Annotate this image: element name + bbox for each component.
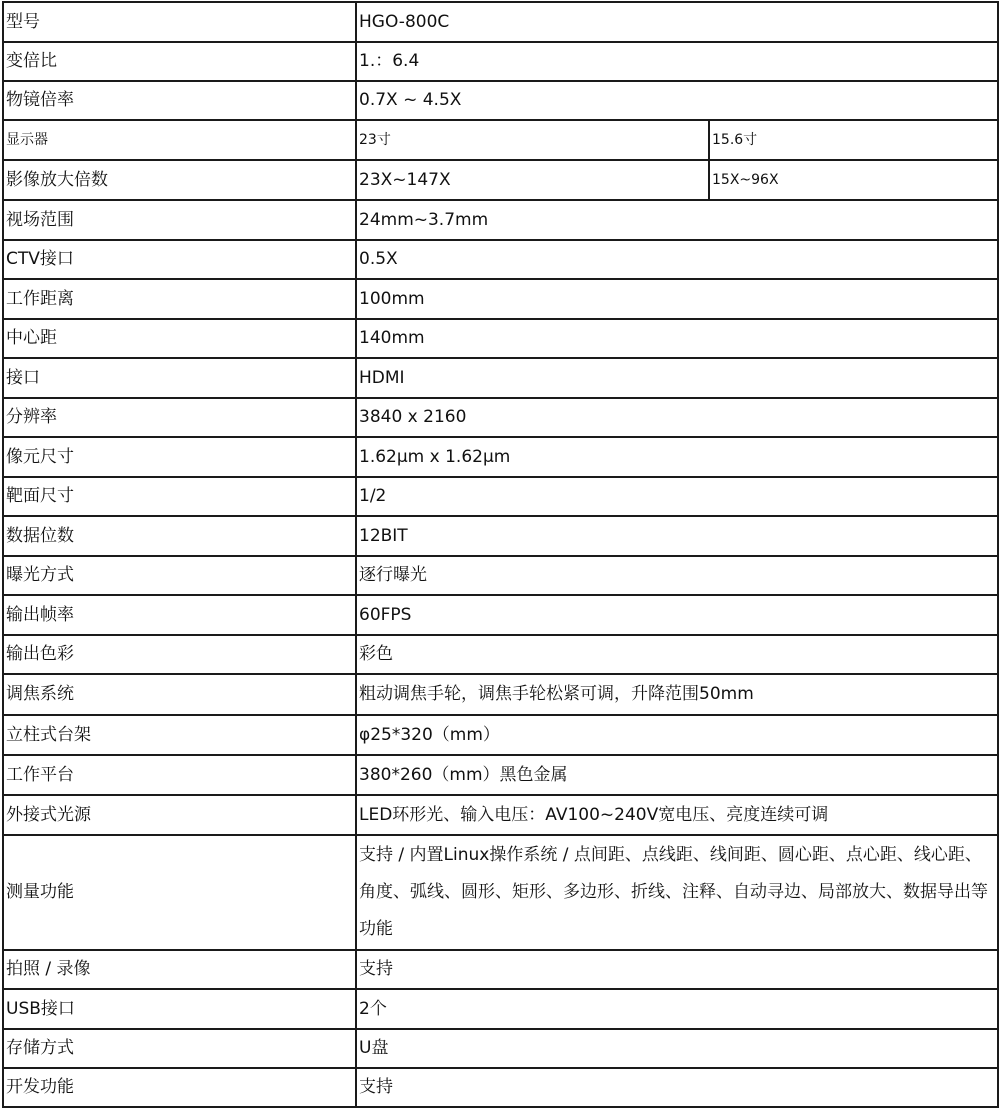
table-row [3,42,998,81]
row-value: 1.：6.4 [356,42,998,81]
table-row [3,279,998,319]
row-value: 24mm~3.7mm [356,200,998,240]
row-label: 存储方式 [3,1029,356,1068]
row-value: 粗动调焦手轮，调焦手轮松紧可调，升降范围50mm [356,674,998,715]
table-row [3,674,998,715]
row-label: 靶面尺寸 [3,477,356,516]
table-row [3,81,998,120]
row-value: HGO-800C [356,2,998,42]
row-label: 变倍比 [3,42,356,81]
row-value: 0.7X ~ 4.5X [356,81,998,120]
row-value: 0.5X [356,240,998,279]
row-value-secondary: 15.6寸 [709,120,998,160]
row-value: LED环形光、输入电压：AV100~240V宽电压、亮度连续可调 [356,795,998,835]
row-label: 型号 [3,2,356,42]
row-label: 工作距离 [3,279,356,319]
table-row [3,2,998,42]
row-label: 工作平台 [3,755,356,795]
table-row [3,635,998,674]
table-row [3,1029,998,1068]
table-row [3,477,998,516]
row-label: 分辨率 [3,398,356,437]
row-value: 3840 x 2160 [356,398,998,437]
row-value: U盘 [356,1029,998,1068]
row-value: HDMI [356,358,998,398]
row-value: 12BIT [356,516,998,556]
row-value: 彩色 [356,635,998,674]
row-value: φ25*320（mm） [356,715,998,755]
table-row [3,398,998,437]
row-label: 影像放大倍数 [3,160,356,200]
table-row [3,240,998,279]
table-row [3,795,998,835]
row-value: 逐行曝光 [356,556,998,595]
row-label: 开发功能 [3,1068,356,1107]
row-value: 2个 [356,989,998,1029]
row-value: 1/2 [356,477,998,516]
row-value-secondary: 15X~96X [709,160,998,200]
table-row [3,950,998,989]
table-row [3,989,998,1029]
spec-table [2,1,999,1108]
row-label: 立柱式台架 [3,715,356,755]
row-label: 物镜倍率 [3,81,356,120]
row-value: 支持 [356,1068,998,1107]
row-label: USB接口 [3,989,356,1029]
row-label: 调焦系统 [3,674,356,715]
row-value: 支持 [356,950,998,989]
row-value: 100mm [356,279,998,319]
table-row [3,120,998,160]
table-row [3,437,998,477]
row-label: 输出帧率 [3,595,356,635]
table-row [3,358,998,398]
row-label: 视场范围 [3,200,356,240]
row-label: 测量功能 [3,835,356,950]
table-row [3,715,998,755]
row-label: CTV接口 [3,240,356,279]
row-value: 380*260（mm）黑色金属 [356,755,998,795]
table-row [3,200,998,240]
row-label: 像元尺寸 [3,437,356,477]
table-row [3,1068,998,1107]
table-row [3,595,998,635]
table-row [3,516,998,556]
row-label: 显示器 [3,120,356,160]
row-label: 数据位数 [3,516,356,556]
row-label: 曝光方式 [3,556,356,595]
row-value: 1.62μm x 1.62μm [356,437,998,477]
row-value: 23X~147X [356,160,709,200]
row-value: 支持 / 内置Linux操作系统 / 点间距、点线距、线间距、圆心距、点心距、线心距、角度、弧线、圆形、矩形、多边形、折线、注释、自动寻边、局部放大、数据导出等功能 [356,835,998,950]
table-row [3,755,998,795]
table-row [3,319,998,358]
table-row [3,160,998,200]
row-label: 输出色彩 [3,635,356,674]
row-value: 140mm [356,319,998,358]
row-value: 60FPS [356,595,998,635]
row-label: 外接式光源 [3,795,356,835]
table-row [3,835,998,950]
row-label: 接口 [3,358,356,398]
row-label: 拍照 / 录像 [3,950,356,989]
table-row [3,556,998,595]
row-value: 23寸 [356,120,709,160]
row-label: 中心距 [3,319,356,358]
